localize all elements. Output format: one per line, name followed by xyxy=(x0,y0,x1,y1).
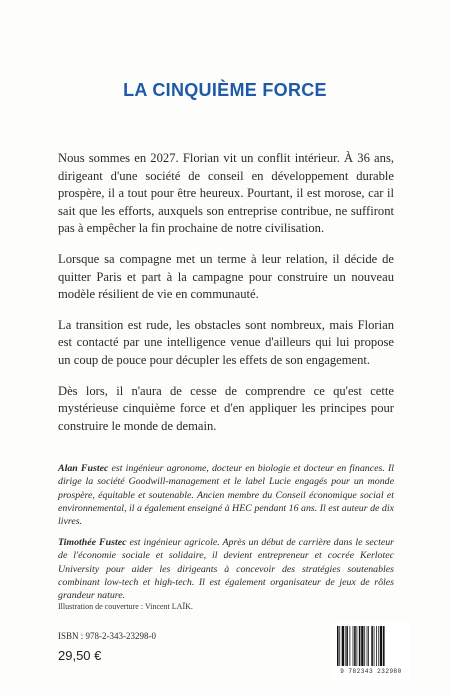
barcode-number: 9 782343 232980 xyxy=(340,668,402,675)
barcode-bar xyxy=(342,626,344,666)
author-bio-alan xyxy=(58,462,394,528)
illustration-credit: Illustration de couverture : Vincent LAÏK. xyxy=(58,602,193,611)
barcode-bar xyxy=(371,626,373,666)
barcode-bar xyxy=(349,626,350,666)
barcode-bar xyxy=(354,626,356,666)
summary-paragraph: La transition est rude, les obstacles sont nombreux, mais Florian est contacté par une intelligence venue d'ailleurs qui lui propose un coup de pouce pour décupler les effets de son engagement. xyxy=(58,317,394,367)
price: 29,50 € xyxy=(58,648,102,663)
author-name: Alan Fustec xyxy=(58,463,109,474)
back-cover-summary xyxy=(58,150,394,448)
barcode-bar xyxy=(367,626,368,666)
barcode-bar xyxy=(353,626,354,666)
barcode-bar xyxy=(374,626,375,666)
summary-paragraph: Dès lors, il n'aura de cesse de comprendre ce qu'est cette mystérieuse cinquième force et d'en appliquer les principes pour construire le monde de demain. xyxy=(58,383,394,433)
barcode-bar xyxy=(378,626,379,666)
barcode-bar xyxy=(361,626,363,666)
author-bio-text: est ingénieur agronome, docteur en biologie et docteur en finances. Il dirige la société Goodwill-management et le label Lucie engagés pour un monde prospère, équitable et soutenable. Ancien membre du Conseil économique social et environnemental, il a également enseigné à HEC pendant 16 ans. Il est auteur de dix livres. xyxy=(58,463,394,528)
barcode-bar xyxy=(380,626,382,666)
summary-paragraph: Nous sommes en 2027. Florian vit un conflit intérieur. À 36 ans, dirigeant d'une société de conseil en développement durable prospère, il a tout pour être heureux. Pourtant, il est morose, car il sait que les efforts, auxquels son entreprise contribue, ne suffiront pas à empêcher la fin prochaine de notre civilisation. xyxy=(58,151,394,236)
summary-paragraph: Lorsque sa compagne met un terme à leur relation, il décide de quitter Paris et part à la campagne pour construire un nouveau modèle résilient de vie en communauté. xyxy=(58,251,394,302)
author-bio-timothee xyxy=(58,536,394,602)
barcode-bar xyxy=(376,626,377,666)
barcode xyxy=(332,622,410,680)
barcode-bar xyxy=(383,626,385,666)
author-bio-text: est ingénieur agricole. Après un début de carrière dans le secteur de l'économie sociale et solidaire, il devient entrepreneur et cocrée Kerlotec University pour aider les dirigeants à concevoir des stratégies soutenables combinant low-tech et high-tech. Il est également organisateur de jeux de rôles grandeur nature. xyxy=(58,537,394,602)
barcode-bar xyxy=(357,626,358,666)
barcode-bar xyxy=(346,626,348,666)
barcode-bar xyxy=(337,626,339,666)
barcode-bar xyxy=(339,626,340,666)
barcode-bar xyxy=(364,626,365,666)
author-name: Timothée Fustec xyxy=(58,537,127,548)
barcode-bar xyxy=(345,626,346,666)
barcode-bars xyxy=(336,626,406,666)
isbn: ISBN : 978-2-343-23298-0 xyxy=(58,631,156,641)
book-title: LA CINQUIÈME FORCE xyxy=(123,80,327,100)
barcode-bar xyxy=(359,626,361,666)
barcode-bar xyxy=(368,626,369,666)
